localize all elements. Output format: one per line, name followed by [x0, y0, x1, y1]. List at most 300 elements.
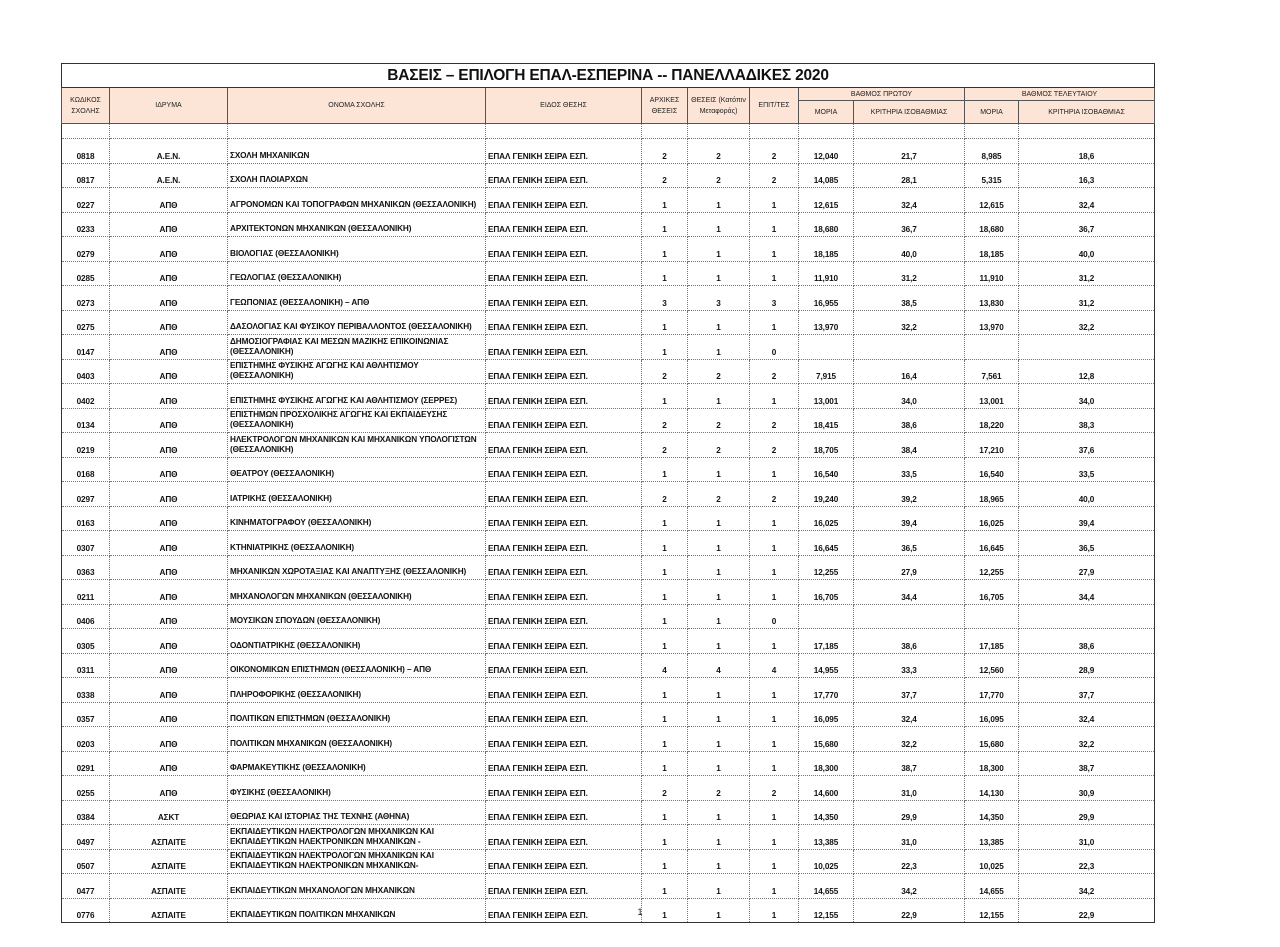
cell-admitted: 1 — [750, 629, 799, 654]
table-body — [62, 124, 1155, 923]
cell-first-tie-criteria: 32,2 — [854, 310, 965, 335]
cell-first-tie-criteria — [854, 604, 965, 629]
table-row — [62, 359, 1155, 384]
table-row — [62, 653, 1155, 678]
cell-last-tie-criteria: 30,9 — [1019, 776, 1155, 801]
cell-last-tie-criteria: 40,0 — [1019, 482, 1155, 507]
cell-first-tie-criteria: 40,0 — [854, 237, 965, 262]
cell-initial-positions: 1 — [642, 310, 688, 335]
cell-last-points — [965, 335, 1019, 360]
table-row — [62, 433, 1155, 458]
cell-first-points: 12,615 — [799, 188, 854, 213]
cell-last-points: 13,970 — [965, 310, 1019, 335]
cell-institution: ΑΠΘ — [110, 653, 228, 678]
table-row — [62, 702, 1155, 727]
cell-admitted: 1 — [750, 188, 799, 213]
cell-position-type: ΕΠΑΛ ΓΕΝΙΚΗ ΣΕΙΡΑ ΕΣΠ. — [486, 433, 642, 458]
cell-code: 0311 — [62, 653, 110, 678]
cell-initial-positions: 1 — [642, 261, 688, 286]
cell-position-type: ΕΠΑΛ ΓΕΝΙΚΗ ΣΕΙΡΑ ΕΣΠ. — [486, 384, 642, 409]
cell-positions-after-transfer: 2 — [688, 163, 750, 188]
cell-positions-after-transfer: 1 — [688, 310, 750, 335]
cell-positions-after-transfer: 1 — [688, 702, 750, 727]
cell-last-tie-criteria: 32,2 — [1019, 310, 1155, 335]
cell-last-tie-criteria: 33,5 — [1019, 457, 1155, 482]
cell-admitted: 1 — [750, 825, 799, 850]
cell-initial-positions: 1 — [642, 727, 688, 752]
cell-first-points: 14,085 — [799, 163, 854, 188]
cell-code: 0211 — [62, 580, 110, 605]
cell-school-name: ΕΚΠΑΙΔΕΥΤΙΚΩΝ ΠΟΛΙΤΙΚΩΝ ΜΗΧΑΝΙΚΩΝ — [228, 898, 486, 923]
cell-institution: ΑΠΘ — [110, 237, 228, 262]
cell-last-points: 13,830 — [965, 286, 1019, 311]
cell-positions-after-transfer: 1 — [688, 727, 750, 752]
cell-first-tie-criteria: 38,4 — [854, 433, 965, 458]
cell-initial-positions: 2 — [642, 359, 688, 384]
cell-position-type: ΕΠΑΛ ΓΕΝΙΚΗ ΣΕΙΡΑ ΕΣΠ. — [486, 212, 642, 237]
cell-first-points: 7,915 — [799, 359, 854, 384]
cell-institution: ΑΠΘ — [110, 286, 228, 311]
cell-code: 0384 — [62, 800, 110, 825]
cell-institution: ΑΣΚΤ — [110, 800, 228, 825]
cell-admitted: 1 — [750, 384, 799, 409]
cell-first-points: 14,350 — [799, 800, 854, 825]
cell-school-name: ΣΧΟΛΗ ΜΗΧΑΝΙΚΩΝ — [228, 139, 486, 164]
cell-positions-after-transfer: 1 — [688, 874, 750, 899]
cell-first-tie-criteria: 31,0 — [854, 825, 965, 850]
admissions-table — [61, 63, 1155, 923]
cell-initial-positions: 1 — [642, 629, 688, 654]
cell-first-points: 11,910 — [799, 261, 854, 286]
cell-position-type: ΕΠΑΛ ΓΕΝΙΚΗ ΣΕΙΡΑ ΕΣΠ. — [486, 727, 642, 752]
cell-position-type: ΕΠΑΛ ΓΕΝΙΚΗ ΣΕΙΡΑ ΕΣΠ. — [486, 286, 642, 311]
cell-school-name: ΜΟΥΣΙΚΩΝ ΣΠΟΥΔΩΝ (ΘΕΣΣΑΛΟΝΙΚΗ) — [228, 604, 486, 629]
cell-institution: ΑΠΘ — [110, 531, 228, 556]
cell-code: 0279 — [62, 237, 110, 262]
header-first-grade-group: ΒΑΘΜΟΣ ΠΡΩΤΟΥ — [799, 88, 965, 101]
cell-last-points: 15,680 — [965, 727, 1019, 752]
header-positions-after-transfer: ΘΕΣΕΙΣ (Κατόπιν Μεταφοράς) — [688, 88, 750, 124]
cell-admitted: 1 — [750, 310, 799, 335]
cell-school-name: ΠΟΛΙΤΙΚΩΝ ΕΠΙΣΤΗΜΩΝ (ΘΕΣΣΑΛΟΝΙΚΗ) — [228, 702, 486, 727]
cell-last-points: 14,655 — [965, 874, 1019, 899]
cell-initial-positions: 1 — [642, 237, 688, 262]
cell-initial-positions: 2 — [642, 776, 688, 801]
cell-positions-after-transfer: 1 — [688, 212, 750, 237]
cell-position-type: ΕΠΑΛ ΓΕΝΙΚΗ ΣΕΙΡΑ ΕΣΠ. — [486, 604, 642, 629]
cell-last-points: 12,560 — [965, 653, 1019, 678]
cell-positions-after-transfer: 1 — [688, 898, 750, 923]
cell-last-points: 12,255 — [965, 555, 1019, 580]
cell-institution: ΑΠΘ — [110, 457, 228, 482]
cell-initial-positions: 1 — [642, 506, 688, 531]
cell-institution: ΑΠΘ — [110, 702, 228, 727]
cell-last-points: 18,220 — [965, 408, 1019, 433]
cell-positions-after-transfer: 2 — [688, 482, 750, 507]
cell-code: 0776 — [62, 898, 110, 923]
table-row — [62, 261, 1155, 286]
cell-last-points: 18,300 — [965, 751, 1019, 776]
cell-institution: ΑΠΘ — [110, 629, 228, 654]
cell-positions-after-transfer: 1 — [688, 678, 750, 703]
cell-last-points: 18,680 — [965, 212, 1019, 237]
document-page — [61, 63, 1154, 923]
cell-institution: ΑΠΘ — [110, 261, 228, 286]
cell-last-points: 14,350 — [965, 800, 1019, 825]
cell-positions-after-transfer: 1 — [688, 825, 750, 850]
cell-first-points: 10,025 — [799, 849, 854, 874]
cell-code: 0406 — [62, 604, 110, 629]
cell-first-points: 16,095 — [799, 702, 854, 727]
cell-admitted: 3 — [750, 286, 799, 311]
cell-position-type: ΕΠΑΛ ΓΕΝΙΚΗ ΣΕΙΡΑ ΕΣΠ. — [486, 408, 642, 433]
cell-first-tie-criteria: 34,2 — [854, 874, 965, 899]
cell-position-type: ΕΠΑΛ ΓΕΝΙΚΗ ΣΕΙΡΑ ΕΣΠ. — [486, 482, 642, 507]
cell-admitted: 2 — [750, 776, 799, 801]
cell-last-tie-criteria: 31,0 — [1019, 825, 1155, 850]
table-row — [62, 408, 1155, 433]
cell-code: 0403 — [62, 359, 110, 384]
header-first-points: ΜΟΡΙΑ — [799, 101, 854, 124]
cell-first-points: 16,705 — [799, 580, 854, 605]
cell-first-tie-criteria: 31,2 — [854, 261, 965, 286]
cell-last-tie-criteria: 29,9 — [1019, 800, 1155, 825]
cell-admitted: 0 — [750, 604, 799, 629]
cell-school-name: ΙΑΤΡΙΚΗΣ (ΘΕΣΣΑΛΟΝΙΚΗ) — [228, 482, 486, 507]
cell-school-name: ΗΛΕΚΤΡΟΛΟΓΩΝ ΜΗΧΑΝΙΚΩΝ ΚΑΙ ΜΗΧΑΝΙΚΩΝ ΥΠΟΛΟΓΙΣΤΩΝ (ΘΕΣΣΑΛΟΝΙΚΗ) — [228, 433, 486, 458]
cell-admitted: 1 — [750, 727, 799, 752]
cell-last-points: 13,001 — [965, 384, 1019, 409]
cell-positions-after-transfer: 1 — [688, 457, 750, 482]
table-row — [62, 163, 1155, 188]
cell-first-tie-criteria: 27,9 — [854, 555, 965, 580]
cell-admitted: 2 — [750, 163, 799, 188]
cell-first-points: 16,025 — [799, 506, 854, 531]
cell-admitted: 1 — [750, 800, 799, 825]
cell-school-name: ΦΑΡΜΑΚΕΥΤΙΚΗΣ (ΘΕΣΣΑΛΟΝΙΚΗ) — [228, 751, 486, 776]
table-row — [62, 335, 1155, 360]
cell-first-tie-criteria: 36,5 — [854, 531, 965, 556]
cell-initial-positions: 1 — [642, 800, 688, 825]
cell-last-points: 8,985 — [965, 139, 1019, 164]
cell-position-type: ΕΠΑΛ ΓΕΝΙΚΗ ΣΕΙΡΑ ΕΣΠ. — [486, 629, 642, 654]
cell-position-type: ΕΠΑΛ ΓΕΝΙΚΗ ΣΕΙΡΑ ΕΣΠ. — [486, 359, 642, 384]
table-row — [62, 286, 1155, 311]
cell-last-tie-criteria: 27,9 — [1019, 555, 1155, 580]
cell-positions-after-transfer: 1 — [688, 580, 750, 605]
cell-code: 0305 — [62, 629, 110, 654]
cell-school-name: ΓΕΩΛΟΓΙΑΣ (ΘΕΣΣΑΛΟΝΙΚΗ) — [228, 261, 486, 286]
cell-institution: Α.Ε.Ν. — [110, 163, 228, 188]
cell-initial-positions: 1 — [642, 212, 688, 237]
cell-institution: ΑΠΘ — [110, 335, 228, 360]
cell-initial-positions: 1 — [642, 874, 688, 899]
cell-positions-after-transfer: 1 — [688, 384, 750, 409]
header-last-grade-group: ΒΑΘΜΟΣ ΤΕΛΕΥΤΑΙΟΥ — [965, 88, 1155, 101]
cell-last-tie-criteria: 22,9 — [1019, 898, 1155, 923]
cell-admitted: 1 — [750, 580, 799, 605]
table-row — [62, 457, 1155, 482]
cell-first-tie-criteria: 38,6 — [854, 629, 965, 654]
cell-code: 0338 — [62, 678, 110, 703]
cell-initial-positions: 1 — [642, 335, 688, 360]
cell-school-name: ΜΗΧΑΝΙΚΩΝ ΧΩΡΟΤΑΞΙΑΣ ΚΑΙ ΑΝΑΠΤΥΞΗΣ (ΘΕΣΣΑΛΟΝΙΚΗ) — [228, 555, 486, 580]
cell-institution: Α.Ε.Ν. — [110, 139, 228, 164]
cell-positions-after-transfer: 4 — [688, 653, 750, 678]
cell-last-points: 17,770 — [965, 678, 1019, 703]
table-row — [62, 678, 1155, 703]
cell-admitted: 1 — [750, 555, 799, 580]
cell-institution: ΑΣΠΑΙΤΕ — [110, 898, 228, 923]
cell-school-name: ΟΔΟΝΤΙΑΤΡΙΚΗΣ (ΘΕΣΣΑΛΟΝΙΚΗ) — [228, 629, 486, 654]
cell-school-name: ΘΕΑΤΡΟΥ (ΘΕΣΣΑΛΟΝΙΚΗ) — [228, 457, 486, 482]
cell-code: 0134 — [62, 408, 110, 433]
cell-position-type: ΕΠΑΛ ΓΕΝΙΚΗ ΣΕΙΡΑ ΕΣΠ. — [486, 188, 642, 213]
cell-last-tie-criteria: 37,7 — [1019, 678, 1155, 703]
cell-first-points: 14,600 — [799, 776, 854, 801]
cell-first-points: 13,970 — [799, 310, 854, 335]
cell-school-name: ΠΛΗΡΟΦΟΡΙΚΗΣ (ΘΕΣΣΑΛΟΝΙΚΗ) — [228, 678, 486, 703]
cell-last-tie-criteria: 38,3 — [1019, 408, 1155, 433]
cell-admitted: 1 — [750, 531, 799, 556]
cell-first-tie-criteria: 33,3 — [854, 653, 965, 678]
cell-position-type: ΕΠΑΛ ΓΕΝΙΚΗ ΣΕΙΡΑ ΕΣΠ. — [486, 139, 642, 164]
cell-position-type: ΕΠΑΛ ΓΕΝΙΚΗ ΣΕΙΡΑ ΕΣΠ. — [486, 800, 642, 825]
cell-positions-after-transfer: 1 — [688, 506, 750, 531]
cell-school-name: ΑΡΧΙΤΕΚΤΟΝΩΝ ΜΗΧΑΝΙΚΩΝ (ΘΕΣΣΑΛΟΝΙΚΗ) — [228, 212, 486, 237]
cell-first-points: 18,185 — [799, 237, 854, 262]
cell-first-tie-criteria: 31,0 — [854, 776, 965, 801]
cell-position-type: ΕΠΑΛ ΓΕΝΙΚΗ ΣΕΙΡΑ ΕΣΠ. — [486, 555, 642, 580]
cell-institution: ΑΠΘ — [110, 482, 228, 507]
cell-initial-positions: 1 — [642, 604, 688, 629]
cell-last-tie-criteria: 31,2 — [1019, 286, 1155, 311]
cell-first-points: 18,705 — [799, 433, 854, 458]
cell-code: 0255 — [62, 776, 110, 801]
cell-positions-after-transfer: 1 — [688, 604, 750, 629]
cell-last-points: 18,185 — [965, 237, 1019, 262]
cell-code: 0291 — [62, 751, 110, 776]
cell-positions-after-transfer: 1 — [688, 531, 750, 556]
cell-first-tie-criteria: 22,3 — [854, 849, 965, 874]
cell-first-tie-criteria: 16,4 — [854, 359, 965, 384]
cell-first-tie-criteria: 38,7 — [854, 751, 965, 776]
cell-position-type: ΕΠΑΛ ΓΕΝΙΚΗ ΣΕΙΡΑ ΕΣΠ. — [486, 776, 642, 801]
cell-initial-positions: 1 — [642, 702, 688, 727]
cell-code: 0297 — [62, 482, 110, 507]
cell-first-tie-criteria: 36,7 — [854, 212, 965, 237]
cell-positions-after-transfer: 1 — [688, 751, 750, 776]
cell-last-tie-criteria: 36,5 — [1019, 531, 1155, 556]
cell-position-type: ΕΠΑΛ ΓΕΝΙΚΗ ΣΕΙΡΑ ΕΣΠ. — [486, 849, 642, 874]
header-initial-positions: ΑΡΧΙΚΕΣ ΘΕΣΕΙΣ — [642, 88, 688, 124]
cell-institution: ΑΠΘ — [110, 212, 228, 237]
cell-positions-after-transfer: 1 — [688, 237, 750, 262]
cell-code: 0275 — [62, 310, 110, 335]
cell-last-points: 12,155 — [965, 898, 1019, 923]
table-row — [62, 604, 1155, 629]
cell-school-name: ΒΙΟΛΟΓΙΑΣ (ΘΕΣΣΑΛΟΝΙΚΗ) — [228, 237, 486, 262]
cell-code: 0163 — [62, 506, 110, 531]
cell-last-points: 17,185 — [965, 629, 1019, 654]
cell-positions-after-transfer: 1 — [688, 555, 750, 580]
cell-institution: ΑΠΘ — [110, 310, 228, 335]
cell-first-tie-criteria: 38,6 — [854, 408, 965, 433]
cell-code: 0817 — [62, 163, 110, 188]
cell-institution: ΑΠΘ — [110, 776, 228, 801]
cell-institution: ΑΣΠΑΙΤΕ — [110, 849, 228, 874]
cell-institution: ΑΠΘ — [110, 580, 228, 605]
cell-initial-positions: 3 — [642, 286, 688, 311]
cell-last-tie-criteria: 38,6 — [1019, 629, 1155, 654]
cell-school-name: ΑΓΡΟΝΟΜΩΝ ΚΑΙ ΤΟΠΟΓΡΑΦΩΝ ΜΗΧΑΝΙΚΩΝ (ΘΕΣΣΑΛΟΝΙΚΗ) — [228, 188, 486, 213]
cell-first-points: 13,001 — [799, 384, 854, 409]
cell-last-tie-criteria: 18,6 — [1019, 139, 1155, 164]
cell-positions-after-transfer: 2 — [688, 776, 750, 801]
cell-last-points: 16,095 — [965, 702, 1019, 727]
cell-code: 0497 — [62, 825, 110, 850]
cell-initial-positions: 2 — [642, 482, 688, 507]
cell-school-name: ΔΗΜΟΣΙΟΓΡΑΦΙΑΣ ΚΑΙ ΜΕΣΩΝ ΜΑΖΙΚΗΣ ΕΠΙΚΟΙΝΩΝΙΑΣ (ΘΕΣΣΑΛΟΝΙΚΗ) — [228, 335, 486, 360]
cell-position-type: ΕΠΑΛ ΓΕΝΙΚΗ ΣΕΙΡΑ ΕΣΠ. — [486, 653, 642, 678]
cell-school-name: ΓΕΩΠΟΝΙΑΣ (ΘΕΣΣΑΛΟΝΙΚΗ) – ΑΠΘ — [228, 286, 486, 311]
header-school-name: ΟΝΟΜΑ ΣΧΟΛΗΣ — [228, 88, 486, 124]
cell-school-name: ΔΑΣΟΛΟΓΙΑΣ ΚΑΙ ΦΥΣΙΚΟΥ ΠΕΡΙΒΑΛΛΟΝΤΟΣ (ΘΕΣΣΑΛΟΝΙΚΗ) — [228, 310, 486, 335]
cell-last-points: 16,645 — [965, 531, 1019, 556]
table-row — [62, 237, 1155, 262]
cell-institution: ΑΠΘ — [110, 506, 228, 531]
table-row — [62, 800, 1155, 825]
cell-first-tie-criteria: 22,9 — [854, 898, 965, 923]
cell-first-tie-criteria: 29,9 — [854, 800, 965, 825]
cell-code: 0203 — [62, 727, 110, 752]
table-row — [62, 825, 1155, 850]
cell-first-points — [799, 335, 854, 360]
cell-institution: ΑΠΘ — [110, 408, 228, 433]
cell-institution: ΑΠΘ — [110, 384, 228, 409]
cell-initial-positions: 1 — [642, 678, 688, 703]
cell-last-tie-criteria: 39,4 — [1019, 506, 1155, 531]
cell-last-points: 16,705 — [965, 580, 1019, 605]
cell-initial-positions: 2 — [642, 139, 688, 164]
cell-admitted: 1 — [750, 678, 799, 703]
cell-position-type: ΕΠΑΛ ΓΕΝΙΚΗ ΣΕΙΡΑ ΕΣΠ. — [486, 506, 642, 531]
cell-initial-positions: 1 — [642, 555, 688, 580]
cell-initial-positions: 1 — [642, 457, 688, 482]
cell-last-points: 7,561 — [965, 359, 1019, 384]
cell-last-points — [965, 604, 1019, 629]
cell-code: 0507 — [62, 849, 110, 874]
cell-last-tie-criteria — [1019, 335, 1155, 360]
cell-code: 0233 — [62, 212, 110, 237]
cell-first-points: 16,955 — [799, 286, 854, 311]
cell-code: 0273 — [62, 286, 110, 311]
page-title: ΒΑΣΕΙΣ – ΕΠΙΛΟΓΗ ΕΠΑΛ-ΕΣΠΕΡΙΝΑ -- ΠΑΝΕΛΛΑΔΙΚΕΣ 2020 — [62, 64, 1155, 88]
cell-admitted: 1 — [750, 702, 799, 727]
cell-initial-positions: 2 — [642, 433, 688, 458]
cell-admitted: 1 — [750, 261, 799, 286]
cell-position-type: ΕΠΑΛ ΓΕΝΙΚΗ ΣΕΙΡΑ ΕΣΠ. — [486, 457, 642, 482]
cell-last-points: 16,540 — [965, 457, 1019, 482]
cell-school-name: ΦΥΣΙΚΗΣ (ΘΕΣΣΑΛΟΝΙΚΗ) — [228, 776, 486, 801]
cell-last-tie-criteria: 28,9 — [1019, 653, 1155, 678]
cell-position-type: ΕΠΑΛ ΓΕΝΙΚΗ ΣΕΙΡΑ ΕΣΠ. — [486, 163, 642, 188]
cell-school-name: ΕΠΙΣΤΗΜΩΝ ΠΡΟΣΧΟΛΙΚΗΣ ΑΓΩΓΗΣ ΚΑΙ ΕΚΠΑΙΔΕΥΣΗΣ (ΘΕΣΣΑΛΟΝΙΚΗ) — [228, 408, 486, 433]
cell-first-points: 16,540 — [799, 457, 854, 482]
cell-first-tie-criteria: 38,5 — [854, 286, 965, 311]
table-row — [62, 188, 1155, 213]
table-row — [62, 751, 1155, 776]
table-row — [62, 776, 1155, 801]
cell-first-points: 18,680 — [799, 212, 854, 237]
cell-last-tie-criteria: 31,2 — [1019, 261, 1155, 286]
cell-position-type: ΕΠΑΛ ΓΕΝΙΚΗ ΣΕΙΡΑ ΕΣΠ. — [486, 335, 642, 360]
cell-positions-after-transfer: 1 — [688, 849, 750, 874]
header-code: ΚΩΔΙΚΟΣ ΣΧΟΛΗΣ — [62, 88, 110, 124]
cell-first-tie-criteria: 32,2 — [854, 727, 965, 752]
cell-last-tie-criteria: 38,7 — [1019, 751, 1155, 776]
cell-school-name: ΚΙΝΗΜΑΤΟΓΡΑΦΟΥ (ΘΕΣΣΑΛΟΝΙΚΗ) — [228, 506, 486, 531]
cell-positions-after-transfer: 1 — [688, 800, 750, 825]
cell-last-points: 11,910 — [965, 261, 1019, 286]
cell-last-tie-criteria: 34,0 — [1019, 384, 1155, 409]
cell-code: 0168 — [62, 457, 110, 482]
table-row — [62, 482, 1155, 507]
cell-initial-positions: 1 — [642, 751, 688, 776]
cell-initial-positions: 4 — [642, 653, 688, 678]
cell-last-points: 17,210 — [965, 433, 1019, 458]
cell-school-name: ΕΚΠΑΙΔΕΥΤΙΚΩΝ ΗΛΕΚΤΡΟΛΟΓΩΝ ΜΗΧΑΝΙΚΩΝ ΚΑΙ ΕΚΠΑΙΔΕΥΤΙΚΩΝ ΗΛΕΚΤΡΟΝΙΚΩΝ ΜΗΧΑΝΙΚΩΝ- — [228, 849, 486, 874]
table-row — [62, 727, 1155, 752]
cell-position-type: ΕΠΑΛ ΓΕΝΙΚΗ ΣΕΙΡΑ ΕΣΠ. — [486, 531, 642, 556]
cell-institution: ΑΠΘ — [110, 188, 228, 213]
cell-last-tie-criteria: 34,4 — [1019, 580, 1155, 605]
cell-initial-positions: 1 — [642, 825, 688, 850]
cell-institution: ΑΣΠΑΙΤΕ — [110, 874, 228, 899]
cell-last-tie-criteria — [1019, 604, 1155, 629]
cell-last-points: 12,615 — [965, 188, 1019, 213]
header-first-tie-criteria: ΚΡΙΤΗΡΙΑ ΙΣΟΒΑΘΜΙΑΣ — [854, 101, 965, 124]
header-last-points: ΜΟΡΙΑ — [965, 101, 1019, 124]
cell-positions-after-transfer: 2 — [688, 433, 750, 458]
cell-positions-after-transfer: 2 — [688, 408, 750, 433]
cell-admitted: 1 — [750, 237, 799, 262]
header-institution: ΙΔΡΥΜΑ — [110, 88, 228, 124]
cell-code: 0285 — [62, 261, 110, 286]
cell-first-tie-criteria: 34,0 — [854, 384, 965, 409]
cell-positions-after-transfer: 1 — [688, 629, 750, 654]
cell-school-name: ΜΗΧΑΝΟΛΟΓΩΝ ΜΗΧΑΝΙΚΩΝ (ΘΕΣΣΑΛΟΝΙΚΗ) — [228, 580, 486, 605]
cell-position-type: ΕΠΑΛ ΓΕΝΙΚΗ ΣΕΙΡΑ ΕΣΠ. — [486, 898, 642, 923]
cell-first-tie-criteria: 32,4 — [854, 702, 965, 727]
cell-institution: ΑΠΘ — [110, 751, 228, 776]
cell-last-tie-criteria: 32,4 — [1019, 188, 1155, 213]
cell-first-points: 15,680 — [799, 727, 854, 752]
cell-first-points: 13,385 — [799, 825, 854, 850]
cell-position-type: ΕΠΑΛ ΓΕΝΙΚΗ ΣΕΙΡΑ ΕΣΠ. — [486, 261, 642, 286]
cell-first-tie-criteria: 39,4 — [854, 506, 965, 531]
table-row — [62, 849, 1155, 874]
cell-last-points: 5,315 — [965, 163, 1019, 188]
cell-initial-positions: 1 — [642, 531, 688, 556]
cell-first-points: 16,645 — [799, 531, 854, 556]
cell-last-points: 18,965 — [965, 482, 1019, 507]
cell-first-points: 18,415 — [799, 408, 854, 433]
cell-school-name: ΚΤΗΝΙΑΤΡΙΚΗΣ (ΘΕΣΣΑΛΟΝΙΚΗ) — [228, 531, 486, 556]
cell-first-points: 17,770 — [799, 678, 854, 703]
table-row — [62, 555, 1155, 580]
cell-admitted: 1 — [750, 457, 799, 482]
